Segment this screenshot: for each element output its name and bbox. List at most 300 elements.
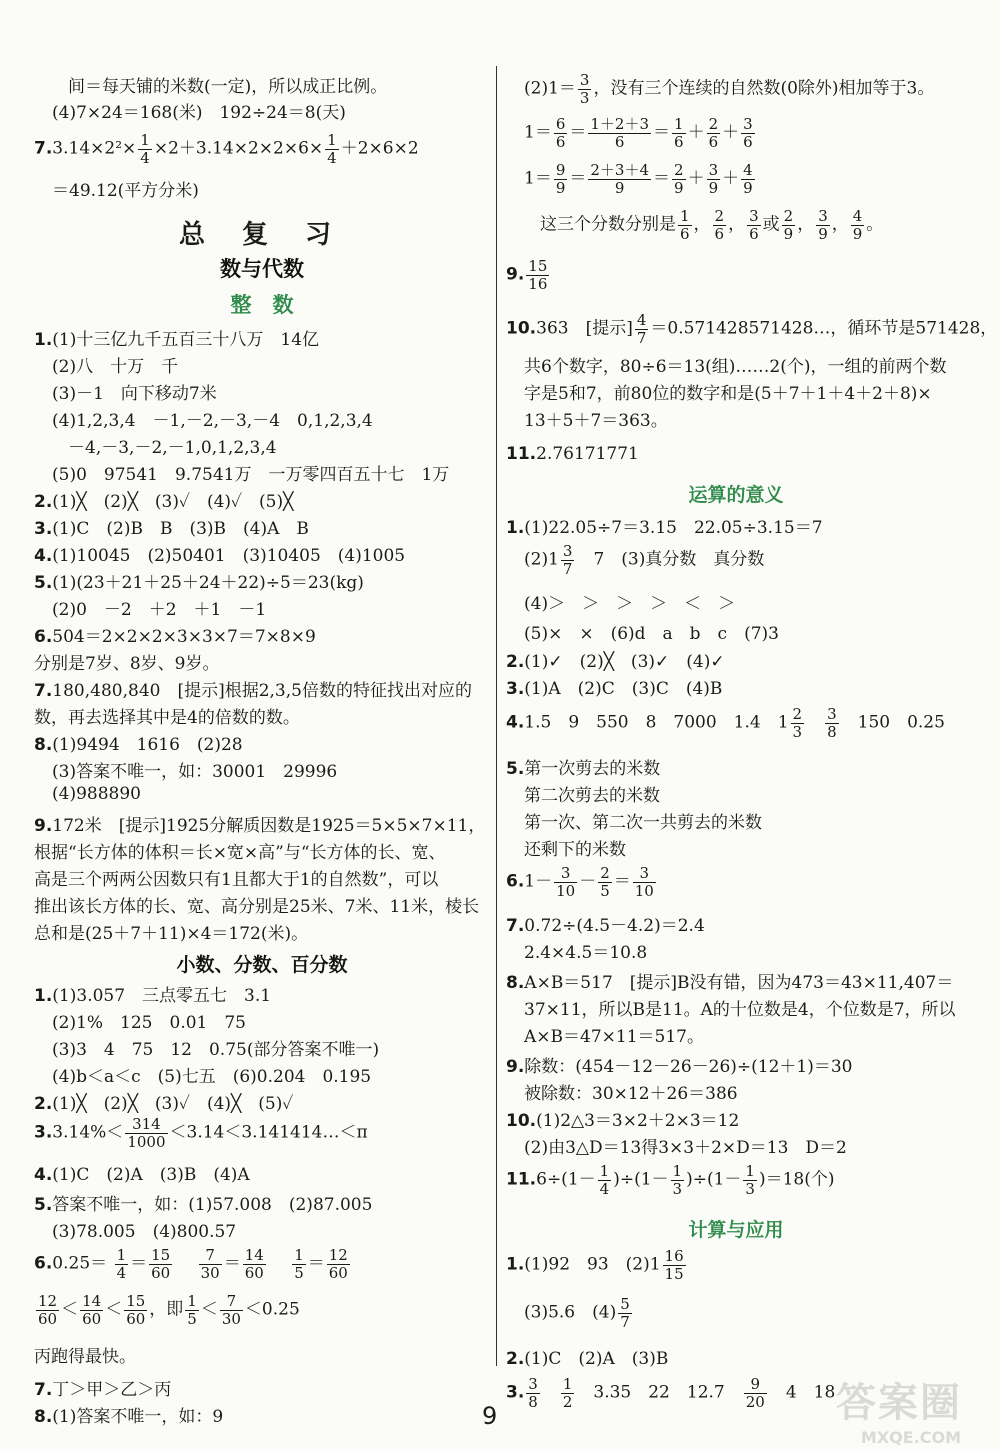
text: A×B＝517 [提示]B没有错，因为473＝43×11,407＝ <box>524 973 954 993</box>
denominator: 10 <box>634 881 654 900</box>
answer-2 <box>34 487 490 514</box>
numerator: 3 <box>749 207 759 225</box>
text: 1＝ <box>524 122 552 143</box>
denominator: 6 <box>614 132 625 151</box>
q-num: 2. <box>34 492 53 512</box>
q-num: 7. <box>34 681 53 701</box>
q-num: 1. <box>34 986 53 1006</box>
denominator: 6 <box>749 224 759 243</box>
text-line: (4)988890 <box>52 784 141 804</box>
denominator: 20 <box>745 1392 765 1411</box>
text-line: 分别是7岁、8岁、9岁。 <box>34 654 220 674</box>
text <box>174 1254 191 1274</box>
fraction <box>791 706 805 740</box>
text-line: (2)1% 125 0.01 75 <box>52 1013 246 1033</box>
text: (1)答案不唯一，如：9 <box>52 1407 224 1427</box>
numerator: 4 <box>852 207 863 225</box>
numerator: 2 <box>783 207 794 225</box>
denominator: 60 <box>38 1309 58 1328</box>
text-line <box>34 1293 490 1339</box>
text: 363 [提示] <box>536 318 633 339</box>
text: (1)3.057 三点零五七 3.1 <box>52 986 272 1006</box>
text: ＋ <box>722 122 740 143</box>
text: 。 <box>866 214 884 235</box>
watermark-logo <box>836 1371 986 1447</box>
text: － <box>579 871 597 892</box>
fraction <box>561 1376 575 1410</box>
section-title-integers: 整 数 <box>230 293 294 317</box>
text: (1)十三亿九千五百三十八万 14亿 <box>52 330 320 350</box>
numerator: 9 <box>744 1376 767 1394</box>
numerator: 2＋3＋4 <box>590 161 650 179</box>
numerator: 1 <box>680 207 690 225</box>
text-line: 字是5和7，前80位的数字和是(5＋7＋1＋4＋2＋8)× <box>524 384 932 404</box>
fraction <box>825 706 839 740</box>
text-line: 还剩下的米数 <box>524 840 626 860</box>
fraction <box>199 1247 222 1281</box>
text-line: 13＋5＋7＝363。 <box>524 411 668 431</box>
fraction <box>744 1376 767 1410</box>
fraction <box>124 1293 147 1327</box>
numerator: 15 <box>151 1246 171 1264</box>
fraction <box>561 543 575 577</box>
text: 3.35 22 12.7 <box>593 1382 725 1403</box>
text-line: (3)78.005 (4)800.57 <box>52 1222 237 1242</box>
text: (1)A (2)C (3)C (4)B <box>524 679 723 699</box>
answer-d3 <box>34 1116 490 1160</box>
q-num: 3. <box>34 519 53 539</box>
denominator: 8 <box>528 1392 538 1411</box>
text: 答案不唯一，如：(1)57.008 (2)87.005 <box>52 1195 373 1215</box>
q-num: 7. <box>34 138 53 159</box>
text: (2)1＝ <box>524 78 576 99</box>
q-num: 10. <box>506 318 537 339</box>
numerator: 1 <box>674 115 684 133</box>
q-num: 9. <box>506 264 525 285</box>
text: ＋2×6×2 <box>340 138 419 159</box>
fraction <box>554 162 568 196</box>
numerator: 1 <box>116 1246 127 1264</box>
fraction <box>243 1247 266 1281</box>
answer-1 <box>34 325 490 352</box>
text: ，没有三个连续的自然数(0除外)相加等于3。 <box>593 78 935 99</box>
q-num: 11. <box>506 1169 537 1190</box>
fraction <box>747 208 761 242</box>
text: 150 0.25 <box>840 712 945 733</box>
denominator: 6 <box>555 132 566 151</box>
denominator: 9 <box>852 224 863 243</box>
text-line: 高是三个两两公因数只有1且都大于1的自然数”，可以 <box>34 870 439 890</box>
fraction <box>635 312 649 346</box>
text: 0.25＝ <box>52 1253 108 1274</box>
fraction <box>707 116 721 150</box>
numerator: 12 <box>328 1246 348 1264</box>
text-line: 37×11，所以B是11。A的十位数是4，个位数是7，所以 <box>524 1000 956 1020</box>
section-title-calculation: 计算与应用 <box>688 1219 784 1241</box>
q-num: 8. <box>506 973 525 993</box>
answer-o6 <box>506 865 966 911</box>
answer-o4 <box>506 706 966 754</box>
denominator: 9 <box>783 224 794 243</box>
numerator: 2 <box>674 161 684 179</box>
section-title-review: 总 复 习 <box>178 220 346 250</box>
numerator: 3 <box>633 865 656 883</box>
text-line: (3)答案不唯一，如：30001 29996 <box>52 762 338 782</box>
denominator: 60 <box>151 1263 171 1282</box>
text: 丁＞甲＞乙＞丙 <box>52 1380 172 1400</box>
text: (1)2△3＝3×2＋2×3＝12 <box>536 1111 740 1131</box>
numerator: 1 <box>140 131 150 149</box>
answer-d7 <box>34 1375 490 1402</box>
q-num: 8. <box>34 735 53 755</box>
denominator: 15 <box>664 1264 684 1283</box>
denominator: 9 <box>708 178 719 197</box>
denominator: 4 <box>327 148 337 167</box>
answer-o5 <box>506 754 966 781</box>
answer-3 <box>34 514 490 541</box>
answer-r10 <box>506 311 998 352</box>
text: ＜0.25 <box>244 1299 300 1320</box>
numerator: 4 <box>636 311 647 329</box>
text: 172米 [提示]1925分解质因数是1925＝5×5×7×11， <box>52 816 486 836</box>
text: (1)╳ (2)╳ (3)✓ (4)✓ (5)╳ <box>52 492 294 512</box>
fraction <box>598 865 612 899</box>
text-line: 丙跑得最快。 <box>34 1347 136 1367</box>
numerator: 1 <box>187 1292 197 1310</box>
text: (1)C (2)A (3)B <box>524 1349 669 1369</box>
text: ，即 <box>149 1299 184 1320</box>
text-line: A×B＝47×11＝517。 <box>524 1027 704 1047</box>
fraction <box>588 116 651 150</box>
section-title-operations: 运算的意义 <box>688 484 784 506</box>
q-num: 4. <box>506 712 525 733</box>
text: 7 (3)真分数 真分数 <box>576 549 765 570</box>
q-num: 3. <box>506 1382 525 1403</box>
page-number: 9 <box>482 1402 498 1430</box>
numerator: 14 <box>244 1246 264 1264</box>
q-num: 5. <box>34 1195 53 1215</box>
answer-7 <box>34 132 490 176</box>
text: 这三个分数分别是 <box>540 214 676 235</box>
text: 180,480,840 [提示]根据2,3,5倍数的特征找出对应的 <box>52 681 472 701</box>
fraction <box>633 865 656 899</box>
text: ， <box>693 214 711 235</box>
denominator: 9 <box>818 224 828 243</box>
fraction <box>578 72 592 106</box>
numerator: 7 <box>199 1247 222 1265</box>
q-num: 6. <box>34 627 53 647</box>
q-num: 1. <box>506 518 525 538</box>
answer-6 <box>34 622 490 649</box>
text-line: 被除数：30×12＋26＝386 <box>524 1084 738 1104</box>
denominator: 60 <box>328 1263 348 1282</box>
numerator: 2 <box>792 705 803 723</box>
q-num: 3. <box>34 1122 53 1143</box>
fraction <box>672 116 686 150</box>
text-line: 第一次、第二次一共剪去的米数 <box>524 813 762 833</box>
fraction <box>138 132 152 166</box>
text: ＜ <box>105 1299 123 1320</box>
text-line: (3)3 4 75 12 0.75(部分答案不唯一) <box>52 1040 380 1060</box>
denominator: 9 <box>614 178 625 197</box>
numerator: 1 <box>599 1162 610 1180</box>
text: ， <box>831 214 849 235</box>
answer-o3 <box>506 674 966 706</box>
text: (1)9494 1616 (2)28 <box>52 735 243 755</box>
text: (3)5.6 (4) <box>524 1302 617 1323</box>
text-line: (4)＞ ＞ ＞ ＞ ＜ ＞ <box>524 594 736 614</box>
text: (1)10045 (2)50401 (3)10405 (4)1005 <box>52 546 406 566</box>
fraction <box>782 208 796 242</box>
denominator: 3 <box>792 722 803 741</box>
text: 1＝ <box>524 168 552 189</box>
q-num: 9. <box>506 1057 525 1077</box>
fraction <box>554 865 577 899</box>
denominator: 60 <box>126 1309 146 1328</box>
text-line: (4)b＜a＜c (5)七五 (6)0.204 0.195 <box>52 1067 372 1087</box>
answer-r11 <box>506 444 966 474</box>
numerator: 7 <box>220 1293 243 1311</box>
fraction <box>185 1293 199 1327</box>
answer-r9 <box>506 258 966 312</box>
fraction <box>125 1116 167 1150</box>
denominator: 5 <box>294 1263 304 1282</box>
answer-d1 <box>34 981 490 1008</box>
q-num: 10. <box>506 1111 537 1131</box>
fraction <box>325 132 339 166</box>
denominator: 60 <box>244 1263 264 1282</box>
text: (1)╳ (2)╳ (3)✓ (4)╳ (5)✓ <box>52 1094 294 1114</box>
numerator: 3 <box>743 115 753 133</box>
numerator: 9 <box>555 161 566 179</box>
denominator: 4 <box>140 148 150 167</box>
fraction <box>663 1248 686 1282</box>
denominator: 5 <box>600 881 610 900</box>
denominator: 3 <box>579 88 590 107</box>
denominator: 30 <box>221 1309 241 1328</box>
text <box>268 1254 285 1274</box>
numerator: 1＋2＋3 <box>590 115 650 133</box>
text: 1.5 9 550 8 7000 1.4 1 <box>524 712 789 733</box>
text: ＝ <box>569 122 587 143</box>
text-line <box>506 208 966 258</box>
denominator: 30 <box>200 1263 220 1282</box>
fraction <box>618 1296 632 1330</box>
answer-o9 <box>506 1052 966 1079</box>
fraction <box>743 1163 757 1197</box>
answer-o11 <box>506 1163 966 1209</box>
q-num: 1. <box>34 330 53 350</box>
answer-d4 <box>34 1160 490 1190</box>
text: (1)✓ (2)╳ (3)✓ (4)✓ <box>524 652 725 672</box>
text-line: 2.4×4.5＝10.8 <box>524 943 648 963</box>
denominator: 2 <box>562 1392 573 1411</box>
numerator: 2 <box>714 207 725 225</box>
fraction <box>80 1293 103 1327</box>
text-line: (2)八 十万 千 <box>52 357 179 377</box>
fraction <box>707 162 721 196</box>
fraction <box>149 1247 172 1281</box>
column-divider <box>496 66 497 1366</box>
q-num: 5. <box>506 759 525 779</box>
answer-o8 <box>506 968 966 995</box>
denominator: 9 <box>743 178 753 197</box>
fraction <box>678 208 692 242</box>
denominator: 9 <box>674 178 684 197</box>
text: 3.14×2²× <box>52 138 137 159</box>
text-line: 数，再去选择其中是4的倍数的数。 <box>34 708 300 728</box>
answer-d5 <box>34 1190 490 1217</box>
fraction <box>713 208 727 242</box>
numerator: 1 <box>562 1375 573 1393</box>
answer-o1 <box>506 513 966 543</box>
fraction <box>526 1376 540 1410</box>
text-line: 共6个数字，80÷6＝13(组)……2(个)，一组的前两个数 <box>524 357 947 377</box>
numerator: 3 <box>562 542 573 560</box>
numerator: 4 <box>743 161 753 179</box>
numerator: 3 <box>827 705 837 723</box>
text-line: (4)7×24＝168(米) 192÷24＝8(天) <box>52 103 346 123</box>
fraction <box>115 1247 129 1281</box>
text: (1)(23＋21＋25＋24＋22)÷5＝23(kg) <box>52 573 364 593</box>
numerator: 15 <box>126 1292 146 1310</box>
denominator: 7 <box>562 559 573 578</box>
text-line: (5)0 97541 9.7541万 一万零四百五十七 1万 <box>52 465 450 485</box>
text: ＝ <box>653 122 671 143</box>
denominator: 6 <box>680 224 690 243</box>
text-line: －4,－3,－2,－1,0,1,2,3,4 <box>68 438 277 458</box>
denominator: 6 <box>674 132 684 151</box>
fraction <box>598 1163 612 1197</box>
numerator: 15 <box>528 257 548 275</box>
text: ＝ <box>613 871 631 892</box>
text: 2.76171771 <box>536 444 639 464</box>
numerator: 14 <box>82 1292 102 1310</box>
numerator: 3 <box>708 161 719 179</box>
text-line <box>506 72 966 116</box>
numerator: 1 <box>294 1246 304 1264</box>
numerator: 1 <box>672 1162 683 1180</box>
fraction <box>220 1293 243 1327</box>
denominator: 6 <box>714 224 725 243</box>
q-num: 2. <box>506 1349 525 1369</box>
numerator: 1 <box>327 131 337 149</box>
fraction <box>741 162 755 196</box>
text-line <box>506 162 966 208</box>
answer-d2 <box>34 1089 490 1116</box>
denominator: 4 <box>599 1179 610 1198</box>
q-num: 3. <box>506 679 525 699</box>
right-column <box>506 71 998 1422</box>
text: 504＝2×2×2×3×3×7＝7×8×9 <box>52 627 316 647</box>
text: )÷(1－ <box>686 1169 742 1190</box>
text-line: 根据“长方体的体积＝长×宽×高”与“长方体的长、宽、 <box>34 843 446 863</box>
left-column <box>34 72 490 1429</box>
answer-o2 <box>506 647 966 674</box>
q-num: 4. <box>34 546 53 566</box>
text: ， <box>728 214 746 235</box>
denominator: 7 <box>620 1312 630 1331</box>
fraction <box>672 162 686 196</box>
fraction <box>292 1247 306 1281</box>
numerator: 2 <box>708 115 719 133</box>
text: 0.72÷(4.5－4.2)＝2.4 <box>524 916 705 936</box>
text: )÷(1－ <box>613 1169 669 1190</box>
numerator: 1 <box>745 1162 755 1180</box>
text: )＝18(个) <box>758 1169 835 1190</box>
text: 第一次剪去的米数 <box>524 759 661 779</box>
q-num: 7. <box>34 1380 53 1400</box>
text: ＝ <box>223 1253 241 1274</box>
text: ＜3.14＜3.141414…＜π <box>169 1122 368 1143</box>
q-num: 6. <box>34 1253 53 1274</box>
watermark-url: MXQE.COM <box>860 1428 962 1447</box>
watermark-text: 答案圈 <box>836 1380 962 1426</box>
section-title-numbers-algebra: 数与代数 <box>220 257 304 281</box>
text: ＝ <box>653 168 671 189</box>
answer-d8 <box>34 1402 490 1429</box>
numerator: 3 <box>528 1375 538 1393</box>
denominator: 6 <box>708 132 719 151</box>
text: ＋ <box>722 168 740 189</box>
denominator: 4 <box>116 1263 127 1282</box>
q-num: 4. <box>34 1165 53 1185</box>
text-line: (2)0 －2 ＋2 ＋1 －1 <box>52 600 267 620</box>
fraction <box>554 116 568 150</box>
text-line: (3)－1 向下移动7米 <box>52 384 217 404</box>
answer-4 <box>34 541 490 568</box>
answer-o7 <box>506 911 966 938</box>
text-line: ＝49.12(平方分米) <box>52 181 199 201</box>
text: (1)92 93 (2)1 <box>524 1254 661 1275</box>
text-line: 总和是(25＋7＋11)×4＝172(米)。 <box>34 924 309 944</box>
denominator: 60 <box>82 1309 102 1328</box>
numerator: 12 <box>38 1292 58 1310</box>
text: ＋ <box>687 122 705 143</box>
numerator: 3 <box>554 865 577 883</box>
fraction <box>588 162 651 196</box>
text: ＝0.571428571428…，循环节是571428， <box>650 318 998 339</box>
text: (1)C (2)B B (3)B (4)A B <box>52 519 309 539</box>
fraction <box>741 116 755 150</box>
denominator: 1000 <box>127 1132 166 1151</box>
text: 6÷(1－ <box>536 1169 596 1190</box>
text-line: (2)由3△D＝13得3×3＋2×D＝13 D＝2 <box>524 1138 847 1158</box>
denominator: 8 <box>827 722 837 741</box>
text: ＝ <box>307 1253 325 1274</box>
text-line <box>506 116 966 162</box>
q-num: 2. <box>34 1094 53 1114</box>
q-num: 5. <box>34 573 53 593</box>
denominator: 10 <box>556 881 576 900</box>
text-line: 第二次剪去的米数 <box>524 786 660 806</box>
text-line <box>506 1296 966 1344</box>
text: 3.14%＜ <box>52 1122 124 1143</box>
fraction <box>671 1163 685 1197</box>
text-line <box>506 543 966 589</box>
answer-8 <box>34 730 490 757</box>
fraction <box>327 1247 350 1281</box>
section-title-decimals: 小数、分数、百分数 <box>176 954 348 976</box>
fraction <box>851 208 865 242</box>
numerator: 6 <box>555 115 566 133</box>
denominator: 3 <box>745 1179 755 1198</box>
text: 或 <box>762 214 780 235</box>
numerator: 3 <box>818 207 828 225</box>
q-num: 7. <box>506 916 525 936</box>
text: ＜ <box>200 1299 218 1320</box>
text: (1)22.05÷7＝3.15 22.05÷3.15＝7 <box>524 518 823 538</box>
